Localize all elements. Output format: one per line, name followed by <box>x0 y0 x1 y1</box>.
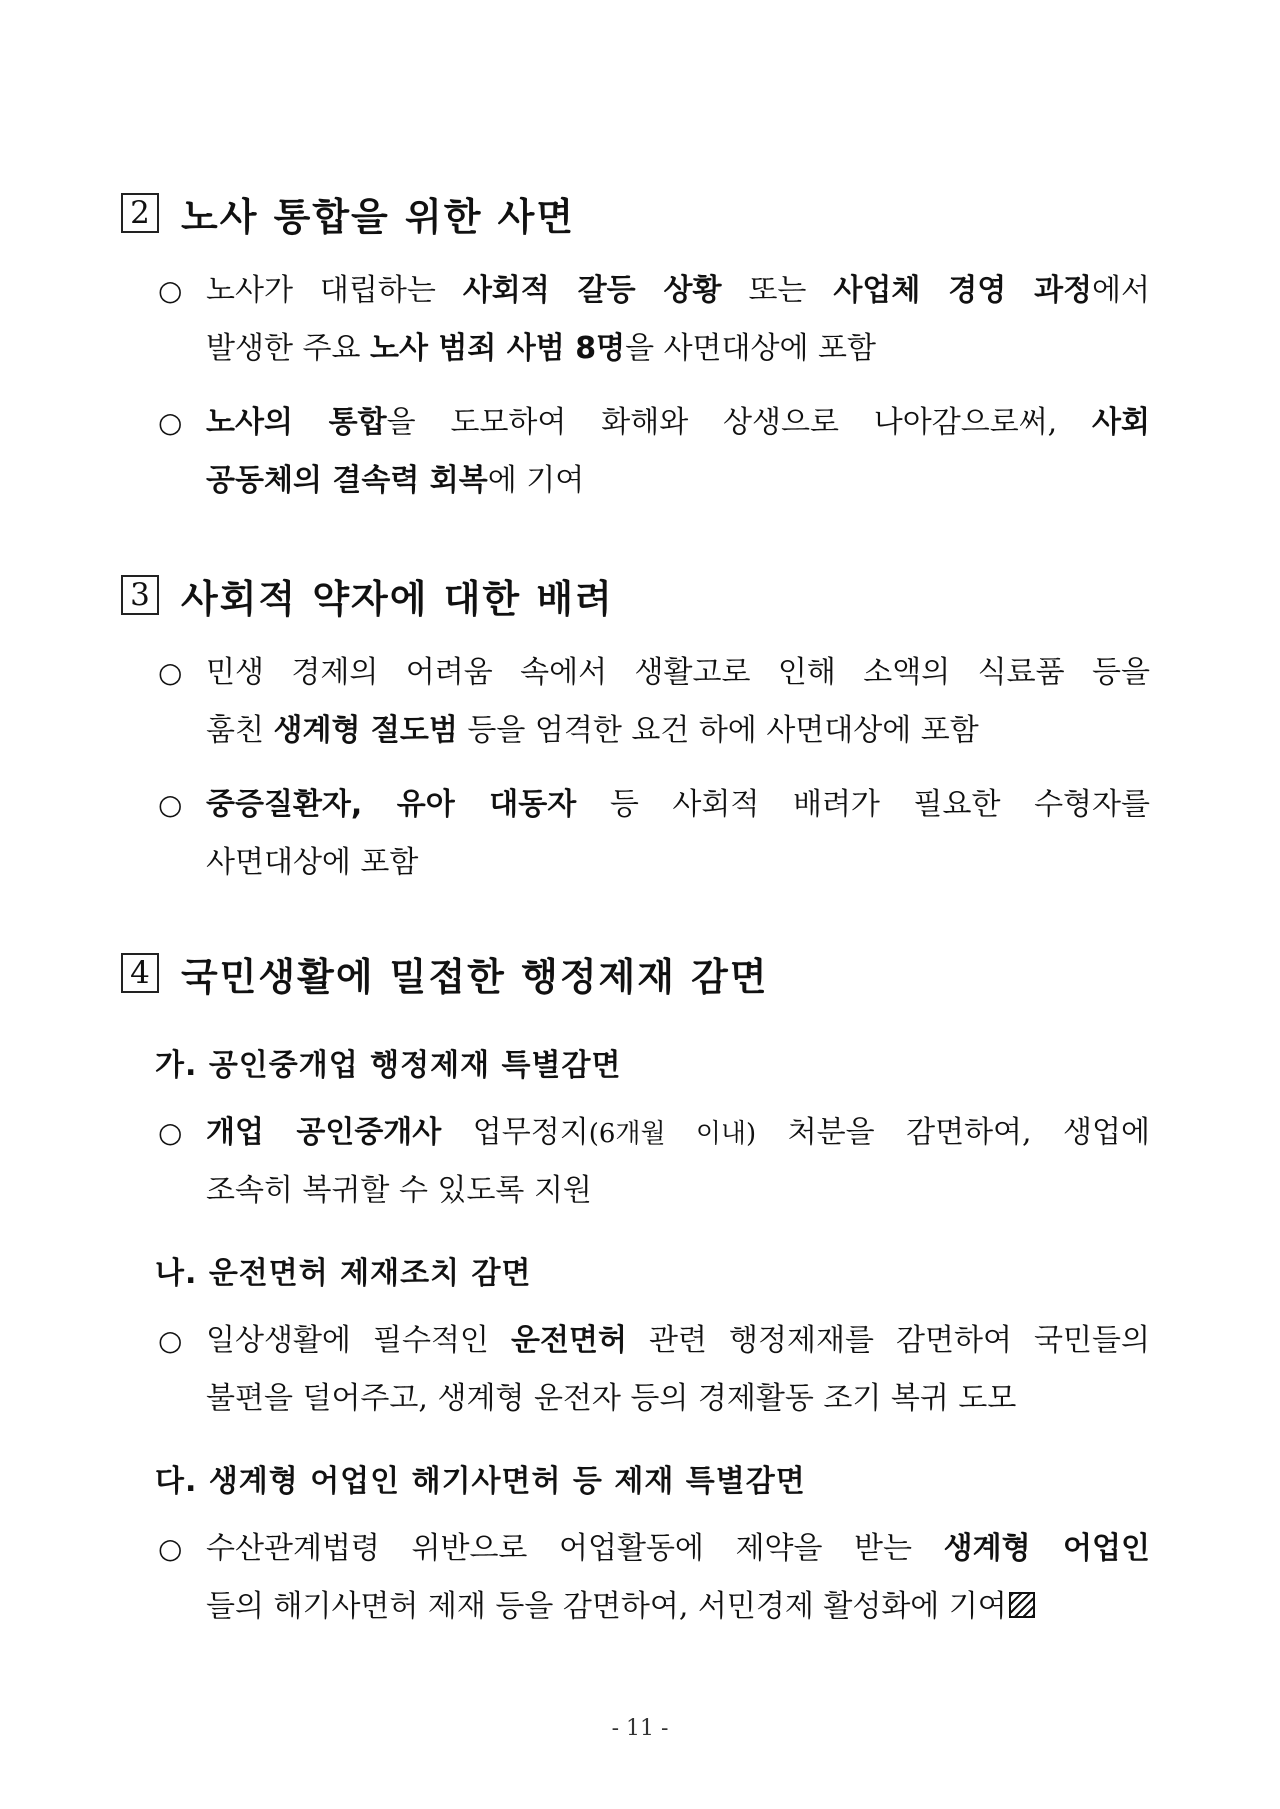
bold-text-run: 운전면허 <box>511 1323 627 1358</box>
text-run: 관련 행정제재를 감면하여 국민들의 <box>626 1323 1150 1358</box>
section-title: 사회적 약자에 대한 배려 <box>181 576 614 621</box>
bold-text-run: 노사 범죄 사범 8명 <box>369 331 626 366</box>
bullet-line <box>206 776 1150 834</box>
text-run: 일상생활에 필수적인 <box>206 1323 511 1358</box>
bullet-line <box>206 452 1150 510</box>
bullet-line <box>206 1104 1150 1162</box>
bold-text-run: 개업 공인중개사 <box>206 1115 442 1150</box>
text-run: 을 도모하여 화해와 상생으로 나아감으로써, <box>386 405 1093 440</box>
subsection-title: 가. 공인중개업 행정제재 특별감면 <box>155 1048 622 1083</box>
bullet-line <box>206 834 1150 892</box>
section-number-box: 4 <box>121 953 159 993</box>
bullet-line <box>206 1312 1150 1370</box>
bullet-line <box>206 262 1150 320</box>
bold-text-run: 공동체의 결속력 회복 <box>206 463 488 498</box>
text-run: 훔친 <box>206 713 274 748</box>
bullet-line <box>206 702 1150 760</box>
text-run: 을 사면대상에 포함 <box>625 331 876 366</box>
bullet-line <box>206 644 1150 702</box>
text-run: 조속히 복귀할 수 있도록 지원 <box>206 1173 592 1208</box>
text-run: 에서 <box>1092 273 1150 308</box>
text-run: 수산관계법령 위반으로 어업활동에 제약을 받는 <box>206 1531 944 1566</box>
end-of-document-mark-icon <box>1009 1592 1035 1618</box>
circle-bullet-icon: ○ <box>158 656 183 689</box>
text-run: 사면대상에 포함 <box>206 845 419 880</box>
text-run: 등을 엄격한 요건 하에 사면대상에 포함 <box>457 713 979 748</box>
section-heading-4 <box>121 948 769 998</box>
text-run: 불편을 덜어주고, 생계형 운전자 등의 경제활동 조기 복귀 도모 <box>206 1381 1017 1416</box>
circle-bullet-icon: ○ <box>158 274 183 307</box>
bold-text-run: 사업체 경영 과정 <box>833 273 1093 308</box>
text-run: 노사가 대립하는 <box>206 273 463 308</box>
section-title: 노사 통합을 위한 사면 <box>181 194 576 239</box>
text-run: 에 기여 <box>487 463 585 498</box>
circle-bullet-icon: ○ <box>158 788 183 821</box>
section-heading-2 <box>121 188 575 238</box>
bold-text-run: 중증질환자, 유아 대동자 <box>206 787 577 822</box>
circle-bullet-icon: ○ <box>158 406 183 439</box>
bullet-line <box>206 1578 1150 1636</box>
section-heading-3 <box>121 570 614 620</box>
text-run: 민생 경제의 어려움 속에서 생활고로 인해 소액의 식료품 등을 <box>206 655 1150 690</box>
bullet-line <box>206 394 1150 452</box>
section-number-box: 3 <box>121 575 159 615</box>
bullet-line <box>206 1370 1150 1428</box>
bold-text-run: 사회적 갈등 상황 <box>462 273 722 308</box>
bullet-line <box>206 1520 1150 1578</box>
section-number-box: 2 <box>121 193 159 233</box>
bold-text-run: 사회 <box>1092 405 1150 440</box>
subsection-title: 나. 운전면허 제재조치 감면 <box>155 1256 532 1291</box>
text-run: 등 사회적 배려가 필요한 수형자를 <box>576 787 1150 822</box>
text-run: 업무정지 <box>441 1115 589 1150</box>
text-run: 처분을 감면하여, 생업에 <box>756 1115 1150 1150</box>
text-run: 발생한 주요 <box>206 331 370 366</box>
bullet-line <box>206 320 1150 378</box>
text-run: 들의 해기사면허 제재 등을 감면하여, 서민경제 활성화에 기여 <box>206 1589 1007 1624</box>
section-title: 국민생활에 밀접한 행정제재 감면 <box>181 954 769 999</box>
bold-text-run: 생계형 절도범 <box>273 713 458 748</box>
circle-bullet-icon: ○ <box>158 1324 183 1357</box>
bullet-line <box>206 1162 1150 1220</box>
text-run: (6개월 이내) <box>588 1119 757 1149</box>
circle-bullet-icon: ○ <box>158 1116 183 1149</box>
bold-text-run: 노사의 통합 <box>206 405 387 440</box>
page-number: - 11 - <box>611 1716 669 1741</box>
subsection-title: 다. 생계형 어업인 해기사면허 등 제재 특별감면 <box>155 1464 806 1499</box>
bold-text-run: 생계형 어업인 <box>943 1531 1150 1566</box>
text-run: 또는 <box>721 273 834 308</box>
circle-bullet-icon: ○ <box>158 1532 183 1565</box>
